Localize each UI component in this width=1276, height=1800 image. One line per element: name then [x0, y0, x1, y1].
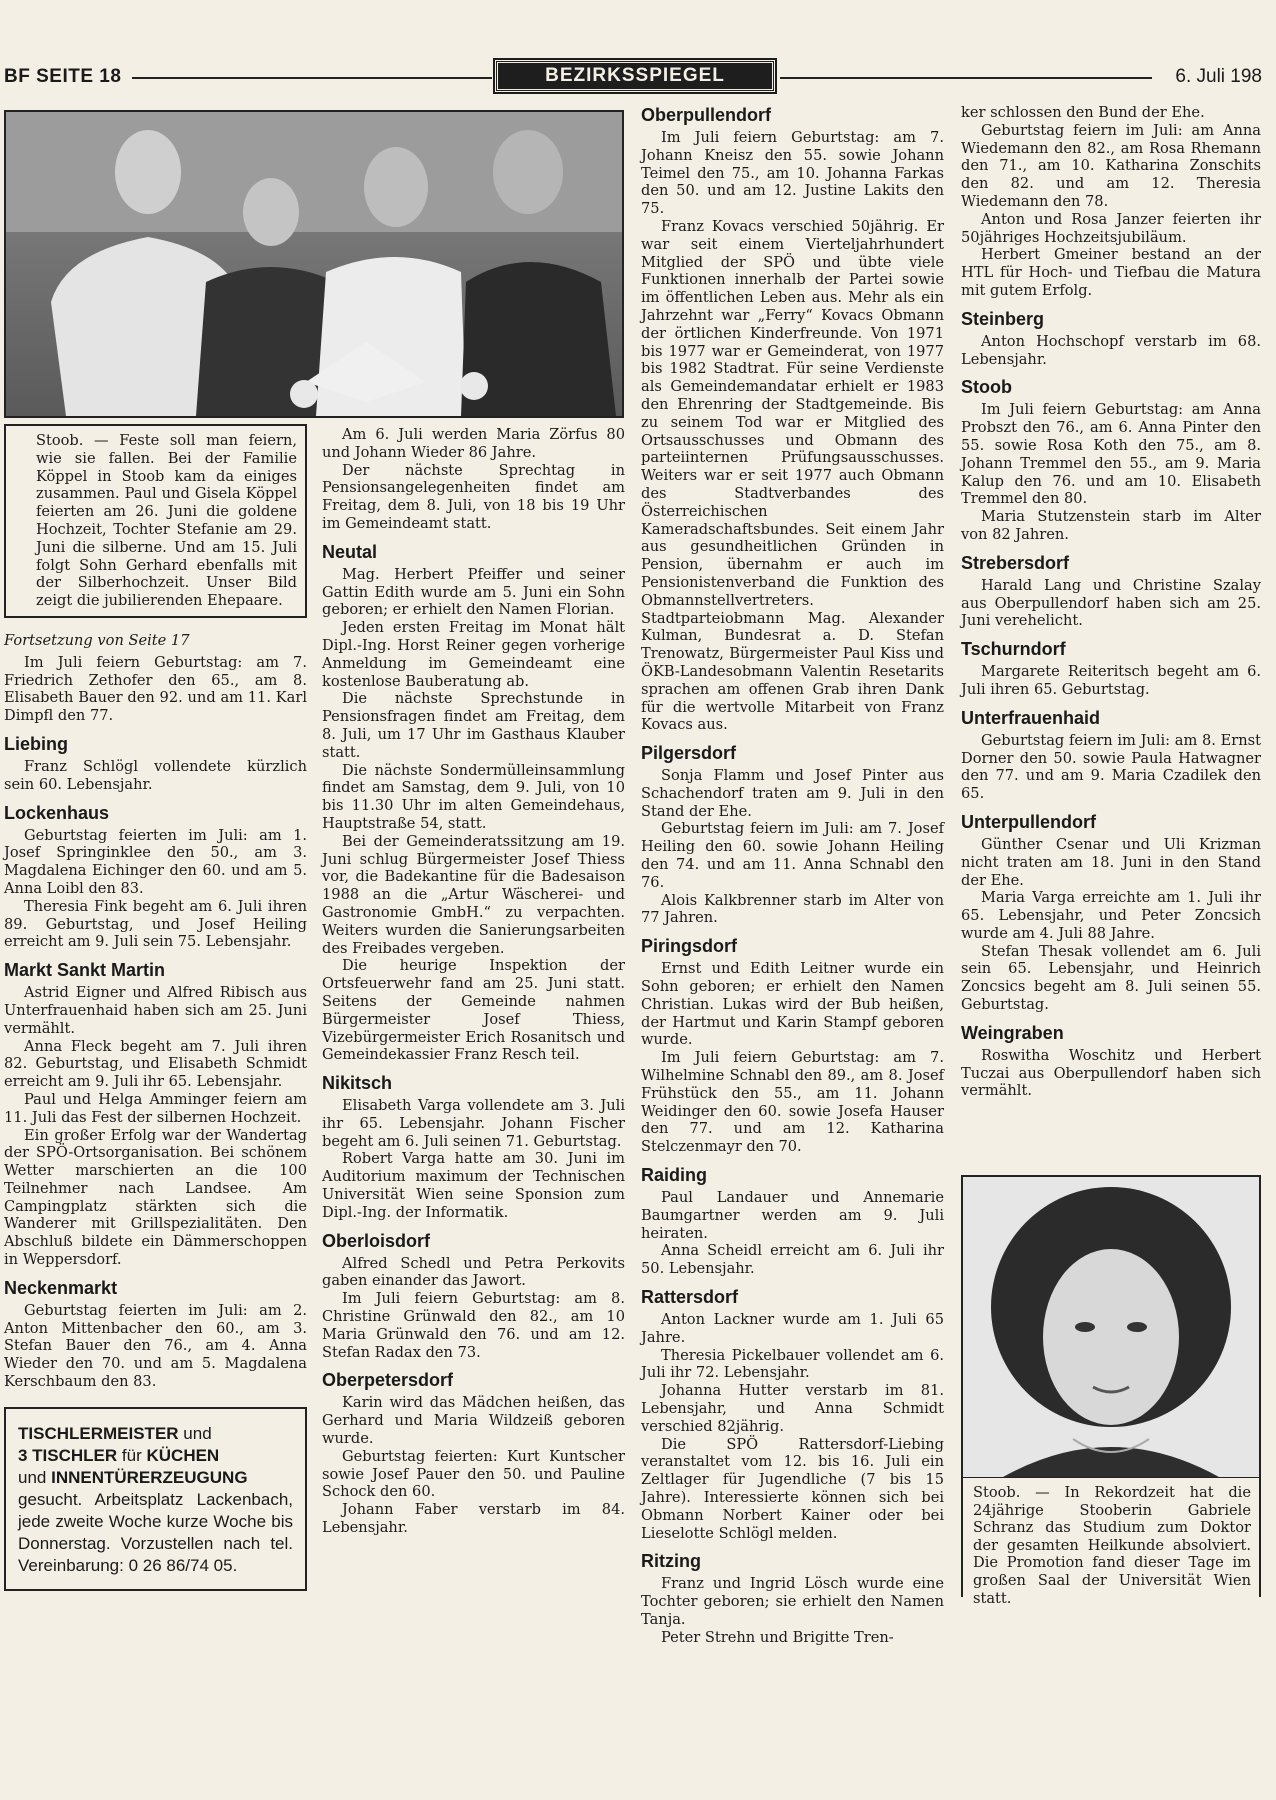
paragraph: Sonja Flamm und Josef Pinter aus Schachendorf traten am 9. Juli in den Stand der Ehe. — [641, 767, 944, 820]
paragraph: Geburtstag feiern im Juli: am 7. Josef Heiling den 60. sowie Johann Heiling den 74. und am 11. Anna Schnabl den 76. — [641, 820, 944, 891]
heading-ritzing: Ritzing — [641, 1551, 701, 1572]
ad-line: 3 TISCHLER — [18, 1445, 118, 1465]
paragraph: Jeden ersten Freitag im Monat hält Dipl.-Ing. Horst Reiner gegen vorherige Anmeldung im Gemeindeamt eine kostenlose Bauberatung ab. — [322, 619, 625, 690]
heading-neutal: Neutal — [322, 541, 378, 562]
ad-line: und — [18, 1467, 52, 1487]
heading-steinberg: Steinberg — [961, 308, 1045, 329]
paragraph: Franz Schlögl vollendete kürzlich sein 60. Lebensjahr. — [4, 757, 307, 793]
paragraph: Paul Landauer und Annemarie Baumgartner werden am 9. Juli heiraten. — [641, 1189, 944, 1242]
photo-caption: Stoob. — Feste soll man feiern, wie sie fallen. Bei der Familie Köppel in Stoob kam da einiges zusammen. Paul und Gisela Köppel feierten am 26. Juni die goldene Hochzeit, Tochter Stefanie am 29. Juni die silberne. Und am 15. Juli folgt Sohn Gerhard ebenfalls mit der Silberhochzeit. Unser Bild zeigt die jubilierenden Ehepaare. — [36, 432, 297, 610]
paragraph: Astrid Eigner und Alfred Ribisch aus Unterfrauenhaid haben sich am 25. Juni vermählt. — [4, 984, 307, 1037]
paragraph: Mag. Herbert Pfeiffer und seiner Gattin Edith wurde am 5. Juni ein Sohn geboren; er erhielt den Namen Florian. — [322, 565, 625, 619]
paragraph: Elisabeth Varga vollendete am 3. Juli ihr 65. Lebensjahr. Johann Fischer begeht am 6. Juli seinen 71. Geburtstag. — [322, 1097, 625, 1150]
column-3 — [641, 104, 944, 1647]
paragraph: Theresia Fink begeht am 6. Juli ihren 89. Geburtstag, und Josef Heiling erreicht am 9. Juli sein 75. Lebensjahr. — [4, 897, 307, 951]
paragraph: Anna Fleck begeht am 7. Juli ihren 82. Geburtstag, und Elisabeth Schmidt erreicht am 9. Juli ihr 65. Lebensjahr. — [4, 1037, 307, 1091]
ad-line: INNENTÜRERZEUGUNG — [51, 1467, 248, 1487]
family-photo — [4, 110, 624, 418]
column-2 — [322, 426, 625, 1537]
paragraph: Geburtstag feiern im Juli: am 8. Ernst Dorner den 50. sowie Paula Hatwagner den 77. und am 9. Maria Czadilek den 65. — [961, 731, 1261, 803]
heading-markt-sankt-martin: Markt Sankt Martin — [4, 960, 166, 981]
paragraph: Johanna Hutter verstarb im 81. Lebensjahr, und Anna Schmidt verschied 82jährig. — [641, 1382, 944, 1435]
portrait-photo-box — [961, 1175, 1261, 1607]
heading-liebing: Liebing — [4, 733, 68, 754]
paragraph: Roswitha Woschitz und Herbert Tuczai aus Oberpullendorf haben sich vermählt. — [961, 1046, 1261, 1100]
portrait-photo — [963, 1177, 1259, 1477]
ad-line: TISCHLERMEISTER — [18, 1423, 179, 1443]
paragraph: Theresia Pickelbauer vollendet am 6. Juli ihr 72. Lebensjahr. — [641, 1346, 944, 1382]
paragraph: Im Juli feiern Geburtstag: am Anna Probszt den 76., am 6. Anna Pinter den 55. sowie Rosa Koth den 75., am 8. Johann Tremmel den 55., am 9. Maria Kalup den 76. und am 10. Elisabeth Tremmel den 80. — [961, 401, 1261, 508]
heading-strebersdorf: Strebersdorf — [961, 552, 1070, 573]
job-advertisement — [4, 1407, 307, 1591]
heading-rattersdorf: Rattersdorf — [641, 1287, 739, 1308]
paragraph: Ein großer Erfolg war der Wandertag der SPÖ-Ortsorganisation. Bei schönem Wetter marschierten an die 100 Teilnehmer nach Landsee. Am Campingplatz stärkten sich die Wanderer mit Grillspezialitäten. Den Abschluß bildete ein Dämmerschoppen in Weppersdorf. — [4, 1126, 307, 1269]
paragraph: Geburtstag feierten: Kurt Kuntscher sowie Josef Pauer den 50. und Pauline Schock den 60. — [322, 1447, 625, 1501]
paragraph: Stefan Thesak vollendet am 6. Juli sein 65. Lebensjahr, und Heinrich Zoncsics begeht am 8. Juli seinen 55. Geburtstag. — [961, 942, 1261, 1014]
header-rule-right — [780, 77, 1152, 79]
paragraph: Ernst und Edith Leitner wurde ein Sohn geboren; er erhielt den Namen Christian. Lukas wird der Bub heißen, der Hartmut und Karin Stampf geboren wurde. — [641, 960, 944, 1049]
paragraph: Bei der Gemeinderatssitzung am 19. Juni schlug Bürgermeister Josef Thiess vor, die Badekantine für die Badesaison 1988 an die „Artur Wäscherei- und Gastronomie GmbH.“ zu verpachten. Weiters wurden die Sanierungsarbeiten des Freibades vergeben. — [322, 832, 625, 957]
paragraph: Karin wird das Mädchen heißen, das Gerhard und Maria Wildzeiß geboren wurde. — [322, 1394, 625, 1448]
heading-weingraben: Weingraben — [961, 1022, 1064, 1043]
page-number: BF SEITE 18 — [4, 66, 122, 87]
paragraph: Franz und Ingrid Lösch wurde eine Tochter geboren; sie erhielt den Namen Tanja. — [641, 1575, 944, 1628]
paragraph: Anton und Rosa Janzer feierten ihr 50jähriges Hochzeitsjubiläum. — [961, 210, 1261, 246]
paragraph: Die nächste Sondermülleinsammlung findet am Samstag, dem 9. Juli, von 10 bis 11.30 Uhr im alten Gemeindehaus, Hauptstraße 54, statt. — [322, 761, 625, 832]
paragraph: Maria Varga erreichte am 1. Juli ihr 65. Lebensjahr, und Peter Zoncsich wurde am 4. Juli 88 Jahre. — [961, 889, 1261, 942]
paragraph: Peter Strehn und Brigitte Tren- — [661, 1628, 894, 1646]
paragraph: Im Juli feiern Geburtstag: am 7. Friedrich Zethofer den 65., am 8. Elisabeth Bauer den 92. und am 11. Karl Dimpfl den 77. — [4, 653, 307, 725]
issue-date: 6. Juli 198 — [1175, 66, 1262, 87]
paragraph: Günther Csenar und Uli Krizman nicht traten am 18. Juni in den Stand der Ehe. — [961, 835, 1261, 889]
paragraph: Die heurige Inspektion der Ortsfeuerwehr fand am 25. Juni statt. Seitens der Gemeinde nahmen Bürgermeister Josef Thiess, Vizebürgermeister Erich Rosanitsch und Gemeindekassier Franz Resch teil. — [322, 957, 625, 1064]
ad-line: KÜCHEN — [146, 1445, 220, 1465]
paragraph: Geburtstag feierten im Juli: am 2. Anton Mittenbacher den 60., am 3. Stefan Bauer den 76., am 4. Anna Wieder den 70. und am 5. Magdalena Kerschbaum den 83. — [4, 1301, 307, 1391]
heading-stoob: Stoob — [961, 377, 1012, 398]
section-title: BEZIRKSSPIEGEL — [495, 60, 775, 92]
column-4 — [961, 104, 1261, 1100]
paragraph: Harald Lang und Christine Szalay aus Oberpullendorf haben sich am 25. Juni verehelicht. — [961, 576, 1261, 630]
heading-oberpullendorf: Oberpullendorf — [641, 105, 771, 125]
paragraph: Alois Kalkbrenner starb im Alter von 77 Jahren. — [641, 891, 944, 927]
paragraph: Herbert Gmeiner bestand an der HTL für Hoch- und Tiefbau die Matura mit gutem Erfolg. — [961, 246, 1261, 299]
paragraph: Paul und Helga Amminger feiern am 11. Juli das Fest der silbernen Hochzeit. — [4, 1090, 307, 1126]
heading-tschurndorf: Tschurndorf — [961, 639, 1066, 660]
paragraph: Maria Stutzenstein starb im Alter von 82 Jahren. — [961, 508, 1261, 543]
paragraph: Der nächste Sprechtag in Pensionsangelegenheiten findet am Freitag, dem 8. Juli, von 18 bis 19 Uhr im Gemeindeamt statt. — [322, 461, 625, 532]
paragraph: Franz Kovacs verschied 50jährig. Er war seit einem Vierteljahrhundert Mitglied der SPÖ und übte viele Funktionen innerhalb der Partei sowie im öffentlichen Leben aus. Mehr als ein Jahrzehnt war „Ferry“ Kovacs Obmann der örtlichen Kinderfreunde. Von 1971 bis 1977 war er Gemeinderat, von 1977 bis 1982 Stadtrat. Für seine Verdienste als Gemeindemandatar erhielt er 1983 den Ehrenring der Stadtgemeinde. Bis zu seinem Tod war er Mitglied des Ortsausschusses und Obmann des parteiinternen Prüfungsausschusses. Weiters war er seit 1977 auch Obmann des Stadtverbandes des Österreichischen Kameradschaftsbundes. Seit einem Jahr aus gesundheitlichen Gründen in Pension, übernahm er auch im Pensionistenverband die Funktion des Obmannstellvertreters. Stadtparteiobmann Mag. Alexander Kulman, Bundesrat a. D. Stefan Trenowatz, Bürgermeister Paul Kiss und ÖKB-Landesobmann Valentin Resetarits sprachen am offenen Grab ihren Dank für die wertvolle Mitarbeit von Franz Kovacs aus. — [641, 217, 944, 734]
ad-line: für — [117, 1445, 147, 1465]
column-1 — [4, 418, 307, 1591]
ad-line: und — [178, 1423, 212, 1443]
heading-lockenhaus: Lockenhaus — [4, 802, 110, 823]
paragraph: Margarete Reiteritsch begeht am 6. Juli ihren 65. Geburtstag. — [961, 663, 1261, 698]
heading-oberpetersdorf: Oberpetersdorf — [322, 1370, 454, 1391]
paragraph: Am 6. Juli werden Maria Zörfus 80 und Johann Wieder 86 Jahre. — [322, 426, 625, 461]
photo-caption-box — [4, 424, 307, 618]
paragraph: Johann Faber verstarb im 84. Lebensjahr. — [322, 1501, 625, 1537]
heading-unterfrauenhaid: Unterfrauenhaid — [961, 707, 1101, 728]
paragraph: Anton Hochschopf verstarb im 68. Lebensjahr. — [961, 332, 1261, 368]
page-header — [0, 58, 1276, 102]
family-photo-image — [6, 112, 622, 416]
portrait-caption-box — [963, 1477, 1259, 1611]
heading-raiding: Raiding — [641, 1165, 707, 1186]
paragraph: Alfred Schedl und Petra Perkovits gaben einander das Jawort. — [322, 1254, 625, 1290]
heading-nikitsch: Nikitsch — [322, 1073, 393, 1094]
paragraph: Die nächste Sprechstunde in Pensionsfragen findet am Freitag, dem 8. Juli, um 17 Uhr im Gasthaus Klauber statt. — [322, 690, 625, 761]
heading-pilgersdorf: Pilgersdorf — [641, 743, 737, 764]
heading-piringsdorf: Piringsdorf — [641, 936, 738, 957]
heading-oberloisdorf: Oberloisdorf — [322, 1230, 431, 1251]
header-rule-left — [132, 77, 492, 79]
paragraph: Im Juli feiern Geburtstag: am 7. Wilhelmine Schnabl den 89., am 8. Josef Frühstück den 55., am 11. Johann Weidinger den 60. sowie Josefa Hauser den 77. und am 12. Katharina Stelczenmayr den 70. — [641, 1049, 944, 1156]
ad-body: gesucht. Arbeitsplatz Lackenbach, jede zweite Woche kurze Woche bis Donnerstag. Vorzustellen nach tel. Vereinbarung: 0 26 86/74 05. — [18, 1489, 293, 1575]
paragraph: Die SPÖ Rattersdorf-Liebing veranstaltet vom 12. bis 16. Juli ein Zeltlager für Jugendliche (7 bis 15 Jahre). Interessierte können sich bei Obmann Norbert Kainer oder bei Lieselotte Schlögl melden. — [641, 1435, 944, 1542]
paragraph: Im Juli feiern Geburtstag: am 8. Christine Grünwald den 82., am 10 Maria Grünwald den 76. und am 12. Stefan Radax den 73. — [322, 1290, 625, 1361]
paragraph: Anton Lackner wurde am 1. Juli 65 Jahre. — [641, 1311, 944, 1346]
paragraph: Im Juli feiern Geburtstag: am 7. Johann Kneisz den 55. sowie Johann Teimel den 75., am 10. Johanna Farkas den 50. und am 12. Justine Lakits den 75. — [641, 129, 944, 218]
paragraph: ker schlossen den Bund der Ehe. — [961, 104, 1205, 121]
portrait-caption: Stoob. — In Rekordzeit hat die 24jährige Stooberin Gabriele Schranz das Studium zum Doktor der gesamten Heilkunde absolviert. Die Promotion fand dieser Tage im großen Saal der Universität Wien statt. — [973, 1484, 1251, 1607]
continuation-note: Fortsetzung von Seite 17 — [4, 631, 190, 649]
paragraph: Robert Varga hatte am 30. Juni im Auditorium maximum der Technischen Universität Wien seine Sponsion zum Dipl.-Ing. der Informatik. — [322, 1150, 625, 1221]
paragraph: Geburtstag feiern im Juli: am Anna Wiedemann den 82., am Rosa Rhemann den 71., am 10. Katharina Zonschits den 82. und am 12. Theresia Wiedemann den 78. — [961, 121, 1261, 210]
heading-neckenmarkt: Neckenmarkt — [4, 1277, 118, 1298]
heading-unterpullendorf: Unterpullendorf — [961, 811, 1096, 832]
paragraph: Geburtstag feierten im Juli: am 1. Josef Springinklee den 50., am 3. Magdalena Eichinger den 60. und am 5. Anna Loibl den 83. — [4, 826, 307, 897]
paragraph: Anna Scheidl erreicht am 6. Juli ihr 50. Lebensjahr. — [641, 1242, 944, 1278]
